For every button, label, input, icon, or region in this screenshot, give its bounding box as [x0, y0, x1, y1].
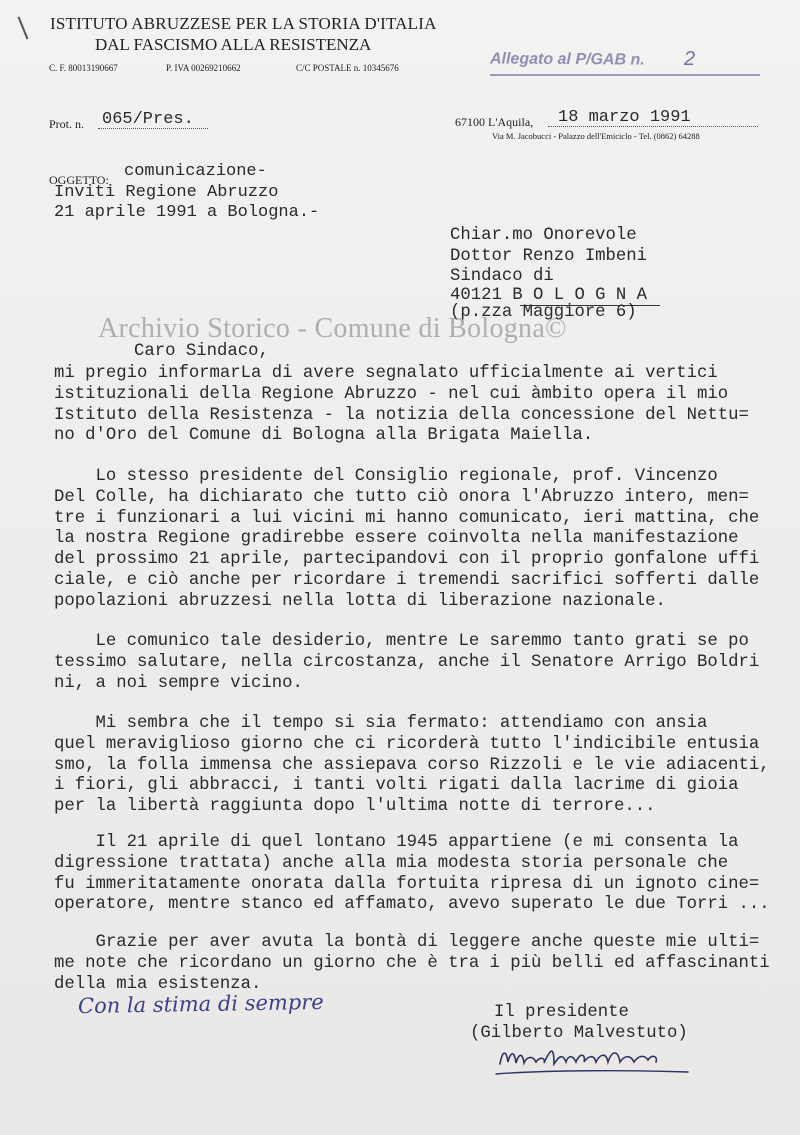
text-line: me note che ricordano un giorno che è tra i più belli ed affascinanti — [54, 953, 770, 973]
text-line: ciale, e ciò anche per ricordare i tremendi sacrifici sofferti dalle — [54, 570, 760, 590]
letterhead-line-1: ISTITUTO ABRUZZESE PER LA STORIA D'ITALIA — [50, 14, 437, 33]
text-line: la nostra Regione gradirebbe essere coinvolta nella manifestazione — [54, 529, 739, 549]
text-line: Il 21 aprile di quel lontano 1945 appartiene (e mi consenta la — [54, 833, 739, 852]
stamp-underline — [490, 74, 760, 76]
paragraph — [54, 467, 794, 613]
protocol-dotted-line — [98, 128, 208, 129]
protocol-label: Prot. n. — [49, 117, 85, 131]
text-line: istituzionali della Regione Abruzzo - nel cui àmbito opera il mio — [54, 384, 729, 404]
text-line: fu immeritatamente onorata dalla fortuita ripresa di un ignoto cine= — [54, 874, 760, 894]
text-line: mi pregio informarLa di avere segnalato ufficialmente ai vertici — [54, 364, 718, 383]
text-line: Lo stesso presidente del Consiglio regionale, prof. Vincenzo — [54, 467, 718, 486]
handwritten-signature — [488, 1032, 698, 1080]
text-line: Grazie per aver avuta la bontà di leggere anche queste mie ulti= — [54, 933, 760, 952]
subject-line: 21 aprile 1991 a Bologna.- — [54, 203, 320, 222]
institute-address: Via M. Jacobucci - Palazzo dell'Emiciclo - Tel. (0862) 64288 — [492, 131, 700, 141]
text-line: Del Colle, ha dichiarato che tutto ciò onora l'Abruzzo intero, men= — [54, 487, 749, 507]
subject-line: comunicazione- — [124, 162, 267, 181]
recipient-line: (p.zza Maggiore 6) — [450, 303, 637, 322]
vat-number: P. IVA 00269210662 — [166, 63, 241, 73]
text-line: tessimo salutare, nella circostanza, anche il Senatore Arrigo Boldri — [54, 652, 760, 672]
paragraph — [54, 833, 794, 916]
text-line: digressione trattata) anche alla mia modesta storia personale che — [54, 853, 729, 873]
text-line: tre i funzionari a lui vicini mi hanno comunicato, ieri mattina, che — [54, 508, 760, 528]
text-line: Mi sembra che il tempo si sia fermato: attendiamo con ansia — [54, 714, 708, 733]
signatory-name: (Gilberto Malvestuto) — [470, 1024, 688, 1043]
greeting: Caro Sindaco, — [134, 342, 269, 361]
paragraph — [54, 632, 794, 694]
paragraph — [54, 933, 794, 995]
archive-watermark: Archivio Storico - Comune di Bologna© — [98, 313, 567, 344]
text-line: smo, la folla immensa che assiepava corso Rizzoli e le vie adiacenti, — [54, 755, 770, 775]
recipient-line: Sindaco di — [450, 267, 554, 286]
header-corner-mark — [18, 16, 29, 39]
letter-date: 18 marzo 1991 — [558, 108, 691, 127]
text-line: della mia esistenza. — [54, 974, 262, 994]
recipient-line: Chiar.mo Onorevole — [450, 226, 637, 245]
subject-line: Inviti Regione Abruzzo — [54, 183, 279, 202]
date-dotted-line — [548, 126, 758, 127]
postal-account: C/C POSTALE n. 10345676 — [296, 63, 399, 73]
archive-stamp-number: 2 — [684, 48, 696, 70]
text-line: Istituto della Resistenza - la notizia della concessione del Nettu= — [54, 405, 749, 425]
text-line: Le comunico tale desiderio, mentre Le saremmo tanto grati se po — [54, 632, 749, 651]
text-line: i fiori, gli abbracci, i tanti volti rigati dalla lacrime di gioia — [54, 776, 739, 796]
recipient-line: 40121 B O L O G N A — [450, 286, 648, 305]
fiscal-code: C. F. 80013190667 — [49, 63, 118, 73]
text-line: per la libertà raggiunta dopo l'ultima notte di terrore... — [54, 797, 656, 817]
text-line: del prossimo 21 aprile, partecipandovi con il proprio gonfalone uffi — [54, 550, 760, 570]
archive-stamp: Allegato al P/GAB n. — [489, 50, 645, 69]
paragraph — [54, 714, 794, 818]
paragraph — [54, 364, 794, 447]
handwritten-closing: Con la stima di sempre — [77, 989, 324, 1019]
letter-city: 67100 L'Aquila, — [455, 115, 534, 129]
text-line: no d'Oro del Comune di Bologna alla Brigata Maiella. — [54, 426, 594, 446]
text-line: quel meraviglioso giorno che ci ricorderà tutto l'indicibile entusia — [54, 734, 760, 754]
text-line: operatore, mentre stanco ed affamato, avevo superato le due Torri ... — [54, 895, 770, 915]
text-line: ni, a noi sempre vicino. — [54, 673, 303, 693]
protocol-number: 065/Pres. — [102, 110, 194, 129]
subject-label: OGGETTO: — [49, 173, 109, 187]
signatory-title: Il presidente — [494, 1003, 629, 1022]
text-line: popolazioni abruzzesi nella lotta di liberazione nazionale. — [54, 591, 666, 611]
letterhead-line-2: DAL FASCISMO ALLA RESISTENZA — [95, 35, 372, 54]
recipient-line: Dottor Renzo Imbeni — [450, 247, 648, 266]
